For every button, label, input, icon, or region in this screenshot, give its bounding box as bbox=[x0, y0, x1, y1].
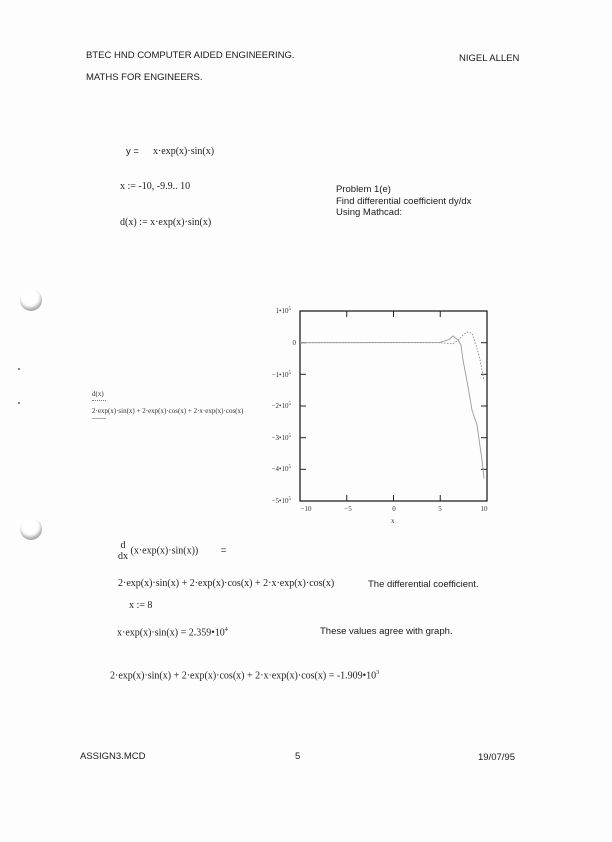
y-label: y = bbox=[126, 146, 139, 157]
svg-text:−1•105: $-1•10^5$ bbox=[271, 371, 291, 379]
agree-note: These values agree with graph. bbox=[320, 626, 453, 637]
derivative-expression bbox=[118, 540, 226, 562]
y-ticks bbox=[300, 343, 487, 470]
svg-text:5: 5 bbox=[438, 505, 442, 513]
eval2-exponent: 3 bbox=[376, 670, 380, 676]
d-numerator: d bbox=[120, 540, 126, 551]
plot bbox=[260, 300, 500, 530]
y-expression: x·exp(x)·sin(x) bbox=[152, 146, 215, 157]
scan-speck bbox=[18, 402, 20, 404]
derivative-result: 2·exp(x)·sin(x) + 2·exp(x)·cos(x) + 2·x·exp(x)·cos(x) bbox=[118, 578, 335, 589]
d-dx-fraction bbox=[118, 540, 128, 562]
problem-task: Find differential coefficient dy/dx bbox=[336, 195, 472, 207]
legend-series2-swatch bbox=[92, 418, 106, 419]
eval1-text: x·exp(x)·sin(x) = 2.359•10 bbox=[117, 627, 225, 639]
scan-speck bbox=[18, 368, 20, 370]
eval2-text: 2·exp(x)·sin(x) + 2·exp(x)·cos(x) + 2·x·exp(x)·cos(x) = -1.909•10 bbox=[110, 670, 377, 682]
footer-page-number: 5 bbox=[295, 751, 301, 762]
svg-text:−10: −10 bbox=[300, 505, 312, 513]
subject-title: MATHS FOR ENGINEERS. bbox=[86, 72, 203, 83]
problem-method: Using Mathcad: bbox=[336, 207, 403, 218]
x-assignment: x := 8 bbox=[129, 600, 153, 611]
symbolic-equals: = bbox=[220, 545, 227, 557]
footer-filename: ASSIGN3.MCD bbox=[80, 751, 146, 762]
function-evaluation bbox=[117, 627, 228, 638]
legend-series1-swatch bbox=[92, 400, 106, 401]
course-title: BTEC HND COMPUTER AIDED ENGINEERING. bbox=[86, 50, 295, 61]
x-ticks bbox=[347, 311, 441, 501]
svg-text:−4•105: $-4•10^5$ bbox=[271, 465, 291, 473]
svg-text:−3•105: $-3•10^5$ bbox=[271, 434, 291, 442]
svg-text:10: 10 bbox=[480, 505, 488, 513]
punch-hole-top bbox=[20, 289, 42, 311]
y-equation bbox=[126, 141, 214, 159]
legend-series2: 2·exp(x)·sin(x) + 2·exp(x)·cos(x) + 2·x·exp(x)·cos(x) bbox=[92, 407, 244, 415]
footer-date: 19/07/95 bbox=[478, 752, 515, 763]
series-derivative bbox=[300, 336, 484, 479]
series-dx bbox=[300, 332, 484, 381]
svg-text:−5•105: $-5•10^5$ bbox=[271, 497, 291, 505]
d-operand: (x·exp(x)·sin(x)) bbox=[130, 545, 199, 557]
eval1-exponent: 4 bbox=[224, 627, 228, 633]
x-axis-label: x bbox=[391, 517, 395, 525]
problem-block bbox=[336, 184, 471, 219]
svg-text:0: 0 bbox=[392, 505, 396, 513]
svg-text:0: 0 bbox=[292, 339, 296, 347]
result-note: The differential coefficient. bbox=[368, 579, 479, 590]
author-name: NIGEL ALLEN bbox=[459, 53, 520, 64]
plot-svg bbox=[260, 300, 500, 530]
punch-hole-bottom bbox=[20, 518, 42, 540]
function-definition: d(x) := x·exp(x)·sin(x) bbox=[120, 217, 212, 228]
d-denominator: dx bbox=[118, 551, 128, 562]
problem-title: Problem 1(e) bbox=[336, 184, 391, 195]
range-definition: x := -10, -9.9.. 10 bbox=[120, 181, 191, 192]
legend-series1: d(x) bbox=[92, 390, 104, 398]
svg-text:1•105: $1•10^5$ bbox=[275, 307, 291, 315]
svg-text:−2•105: $-2•10^5$ bbox=[271, 402, 291, 410]
derivative-evaluation bbox=[110, 670, 379, 681]
svg-text:−5: −5 bbox=[344, 505, 352, 513]
